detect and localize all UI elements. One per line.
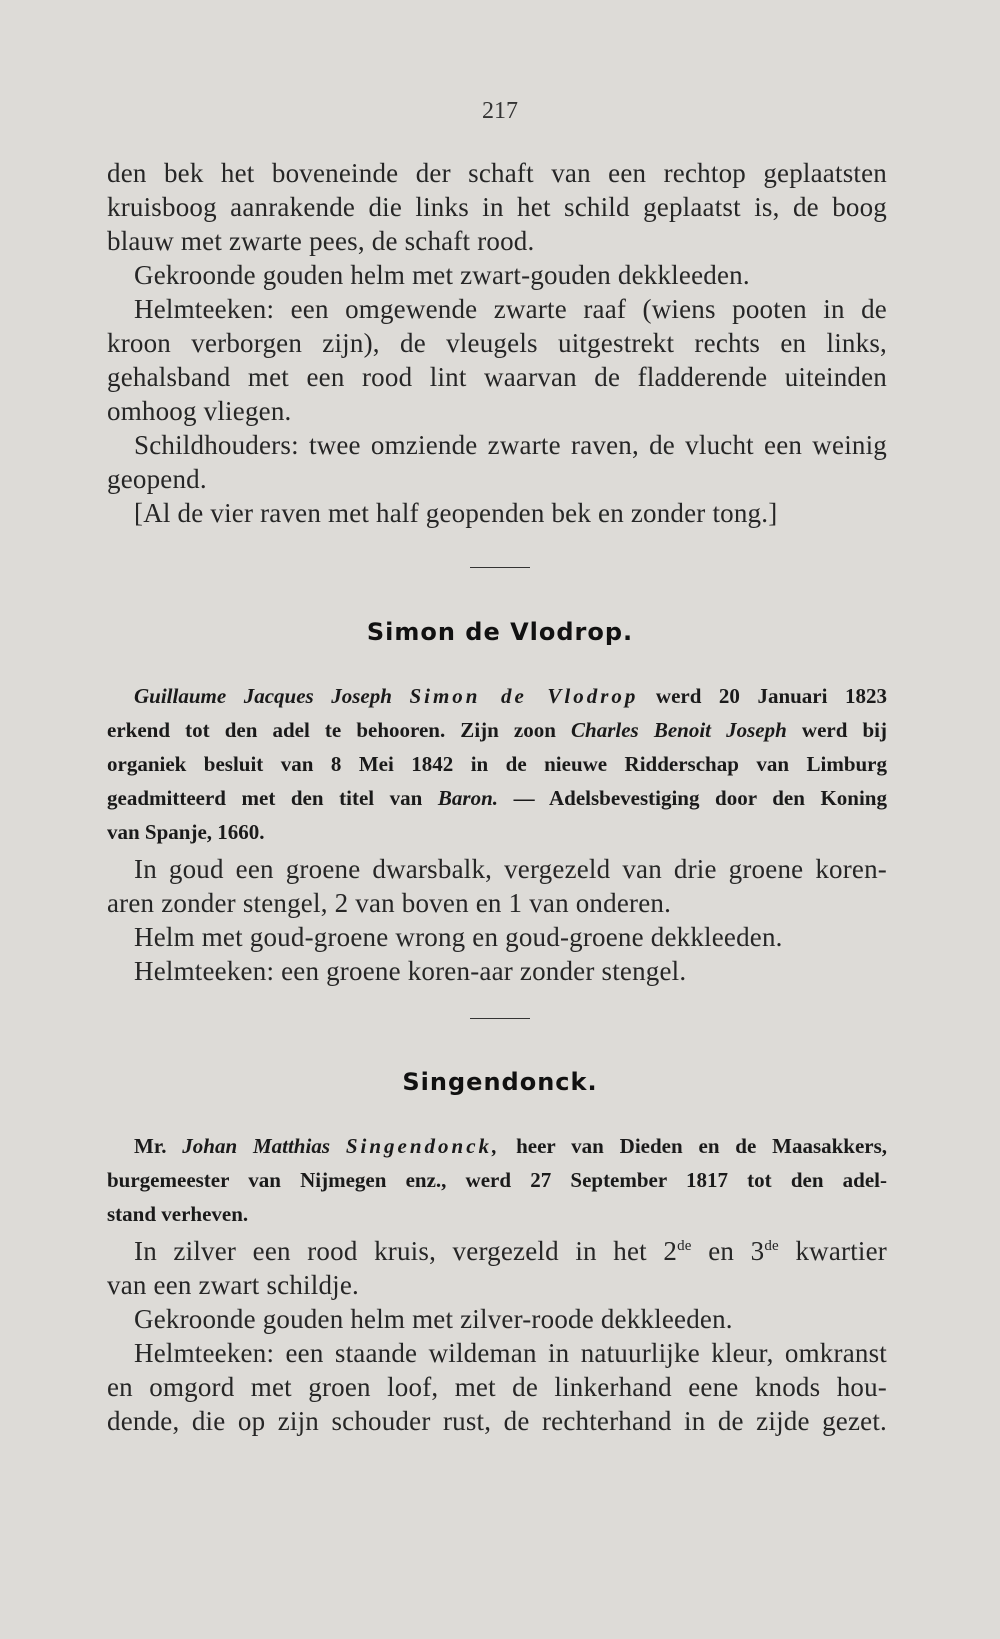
- intro-text: werd 20 Januari 1823: [655, 684, 887, 708]
- text-line: Gekroonde gouden helm met zilver-roode dekkleeden.: [134, 1304, 733, 1334]
- intro-text: erkend tot den adel te behooren. Zijn zoon: [107, 718, 556, 742]
- text-line: In goud een groene dwarsbalk, vergezeld van drie groene koren-: [134, 854, 887, 884]
- italic-name: Charles Benoit Joseph: [571, 718, 787, 742]
- text-line: den bek het boveneinde der schaft van een rechtop geplaatsten: [107, 158, 887, 188]
- intro-line: stand verheven.: [107, 1202, 249, 1226]
- superscript: de: [677, 1238, 692, 1254]
- text-line: [Al de vier raven met half geopenden bek en zonder tong.]: [134, 498, 778, 528]
- intro-line: [134, 684, 887, 709]
- spaced-name: Simon de Vlodrop: [409, 684, 639, 708]
- text-line: Helm met goud-groene wrong en goud-groene dekkleeden.: [134, 922, 783, 952]
- text-line: geopend.: [107, 464, 207, 494]
- superscript: de: [764, 1238, 779, 1254]
- text-line: dende, die op zijn schouder rust, de rechterhand in de zijde gezet.: [107, 1406, 887, 1436]
- intro-line: [107, 786, 887, 811]
- text-segment: In zilver een rood kruis, vergezeld in het 2: [134, 1236, 678, 1266]
- text-line: Helmteeken: een staande wildeman in natuurlijke kleur, omkranst: [134, 1338, 887, 1368]
- text-segment: kwartier: [778, 1236, 887, 1266]
- page-number: 217: [482, 98, 518, 124]
- section-divider: [470, 567, 530, 568]
- text-line: kruisboog aanrakende die links in het schild geplaatst is, de boog: [107, 192, 887, 222]
- text-line: Schildhouders: twee omziende zwarte raven, de vlucht een weinig: [134, 430, 887, 460]
- italic-name: Guillaume Jacques Joseph: [134, 684, 392, 708]
- text-line: Helmteeken: een omgewende zwarte raaf (wiens pooten in de: [134, 294, 887, 324]
- intro-text: heer van Dieden en de Maasakkers,: [516, 1134, 888, 1158]
- intro-line: burgemeester van Nijmegen enz., werd 27 September 1817 tot den adel-: [107, 1168, 887, 1192]
- text-line: Helmteeken: een groene koren-aar zonder stengel.: [134, 956, 687, 986]
- text-line: gehalsband met een rood lint waarvan de fladderende uiteinden: [107, 362, 887, 392]
- text-line: Gekroonde gouden helm met zwart-gouden dekkleeden.: [134, 260, 750, 290]
- section-title-vlodrop: Simon de Vlodrop.: [366, 618, 634, 646]
- text-line: omhoog vliegen.: [107, 396, 292, 426]
- section-divider: [470, 1018, 530, 1019]
- text-line: blauw met zwarte pees, de schaft rood.: [107, 226, 535, 256]
- intro-text: — Adelsbevestiging door den Koning: [513, 786, 887, 810]
- intro-line: organiek besluit van 8 Mei 1842 in de nieuwe Ridderschap van Limburg: [107, 752, 887, 776]
- text-segment: en 3: [691, 1236, 765, 1266]
- spaced-name: Singendonck,: [345, 1134, 501, 1158]
- section-title-singendonck: Singendonck.: [402, 1068, 598, 1096]
- intro-text: Mr.: [134, 1134, 167, 1158]
- text-line: en omgord met groen loof, met de linkerhand eene knods hou-: [107, 1372, 887, 1402]
- intro-text: geadmitteerd met den titel van: [107, 786, 423, 810]
- intro-line: [107, 718, 887, 743]
- intro-line: [134, 1134, 887, 1159]
- intro-text: werd bij: [801, 718, 888, 742]
- italic-title: Baron.: [437, 786, 499, 810]
- text-line: [134, 1236, 887, 1267]
- italic-name: Johan Matthias: [182, 1134, 330, 1158]
- text-line: aren zonder stengel, 2 van boven en 1 van onderen.: [107, 888, 672, 918]
- text-line: van een zwart schildje.: [107, 1270, 359, 1300]
- text-line: kroon verborgen zijn), de vleugels uitgestrekt rechts en links,: [107, 328, 887, 358]
- intro-line: van Spanje, 1660.: [107, 820, 265, 844]
